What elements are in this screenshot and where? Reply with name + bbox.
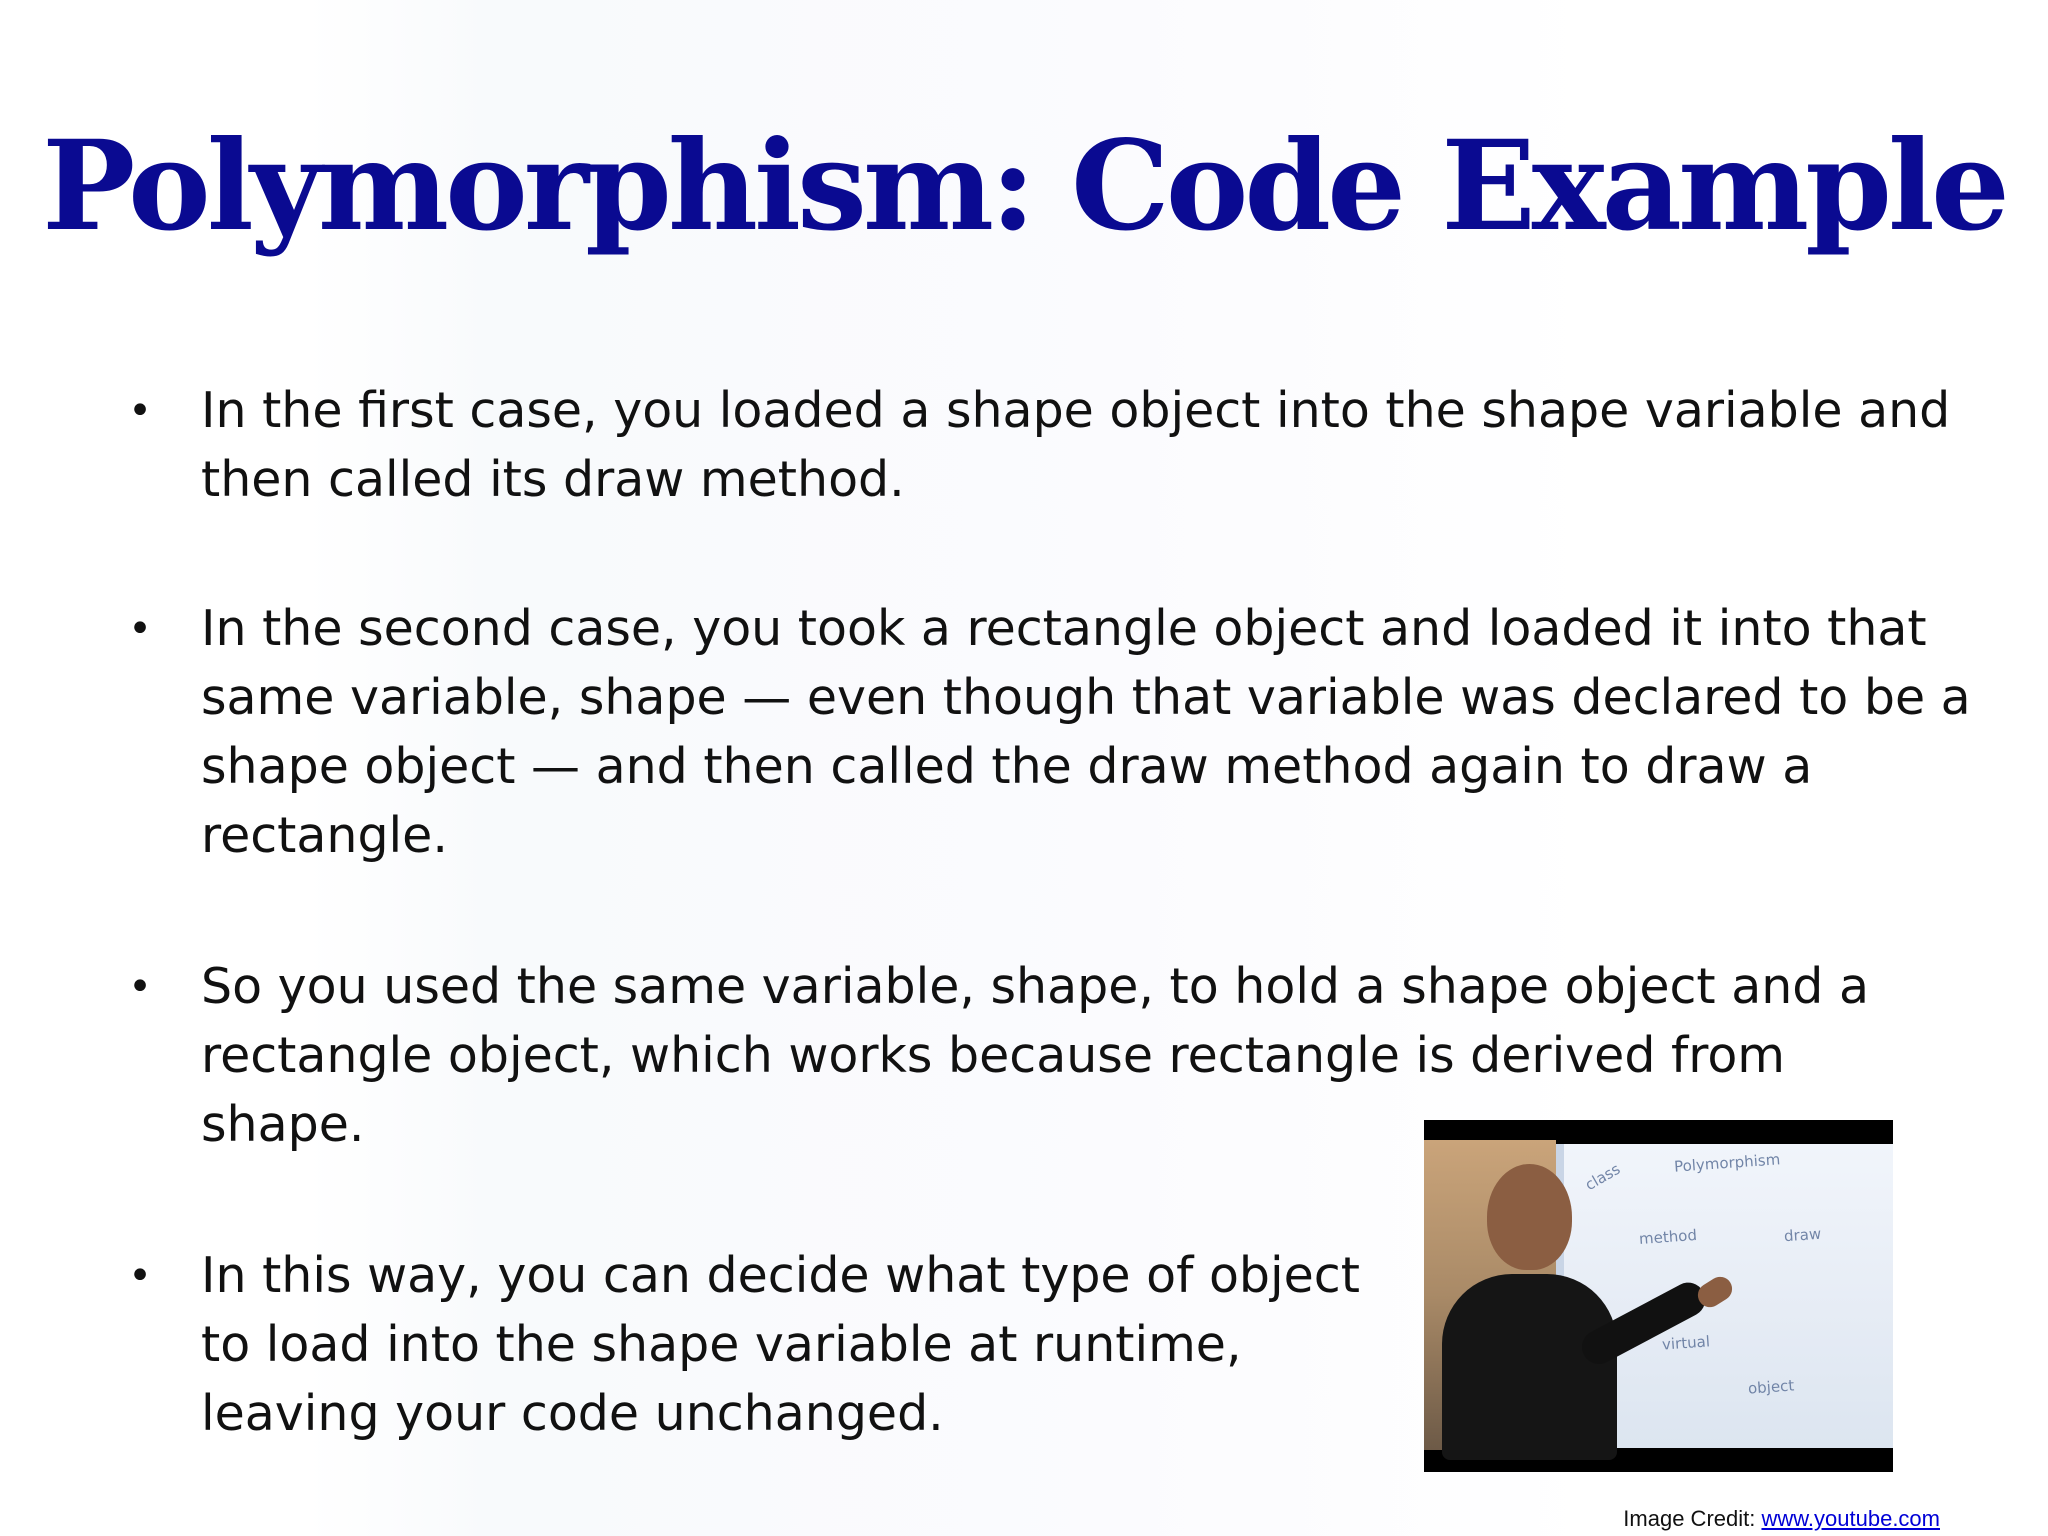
- bullet-marker: •: [128, 1253, 152, 1299]
- image-credit-label: Image Credit:: [1623, 1506, 1762, 1531]
- bullet-marker: •: [128, 388, 152, 434]
- slide-title: Polymorphism: Code Example: [42, 114, 2006, 259]
- bullet-line: In this way, you can decide what type of object: [201, 1247, 1360, 1304]
- presenter-head: [1487, 1164, 1572, 1270]
- bullet-text: [201, 1241, 1360, 1448]
- bullet-line: So you used the same variable, shape, to hold a shape object and a: [201, 958, 1870, 1015]
- whiteboard-text: Polymorphism: [1673, 1150, 1781, 1176]
- bullet-line: rectangle.: [201, 807, 448, 864]
- bullet-line: leaving your code unchanged.: [201, 1385, 944, 1442]
- bullet-line: In the second case, you took a rectangle object and loaded it into that: [201, 600, 1927, 657]
- whiteboard-text: method: [1638, 1226, 1698, 1248]
- bullet-line: to load into the shape variable at runtime,: [201, 1316, 1242, 1373]
- bullet-line: then called its draw method.: [201, 451, 905, 508]
- whiteboard-text: virtual: [1661, 1332, 1711, 1354]
- bullet-line: shape.: [201, 1096, 365, 1153]
- presenter-body: [1442, 1274, 1617, 1460]
- image-credit-link[interactable]: www.youtube.com: [1761, 1506, 1940, 1531]
- image-credit: [1623, 1506, 1940, 1532]
- bullet-text: [201, 594, 1971, 870]
- bullet-line: same variable, shape — even though that variable was declared to be a: [201, 669, 1971, 726]
- bullet-text: [201, 376, 1950, 514]
- bullet-line: shape object — and then called the draw method again to draw a: [201, 738, 1813, 795]
- bullet-line: In the first case, you loaded a shape object into the shape variable and: [201, 382, 1951, 439]
- bullet-marker: •: [128, 964, 152, 1010]
- whiteboard-text: object: [1747, 1376, 1795, 1398]
- whiteboard-text: class: [1581, 1159, 1624, 1195]
- bullet-line: rectangle object, which works because rectangle is derived from: [201, 1027, 1786, 1084]
- bullet-marker: •: [128, 606, 152, 652]
- video-thumbnail: [1424, 1120, 1893, 1472]
- whiteboard-text: draw: [1783, 1224, 1822, 1246]
